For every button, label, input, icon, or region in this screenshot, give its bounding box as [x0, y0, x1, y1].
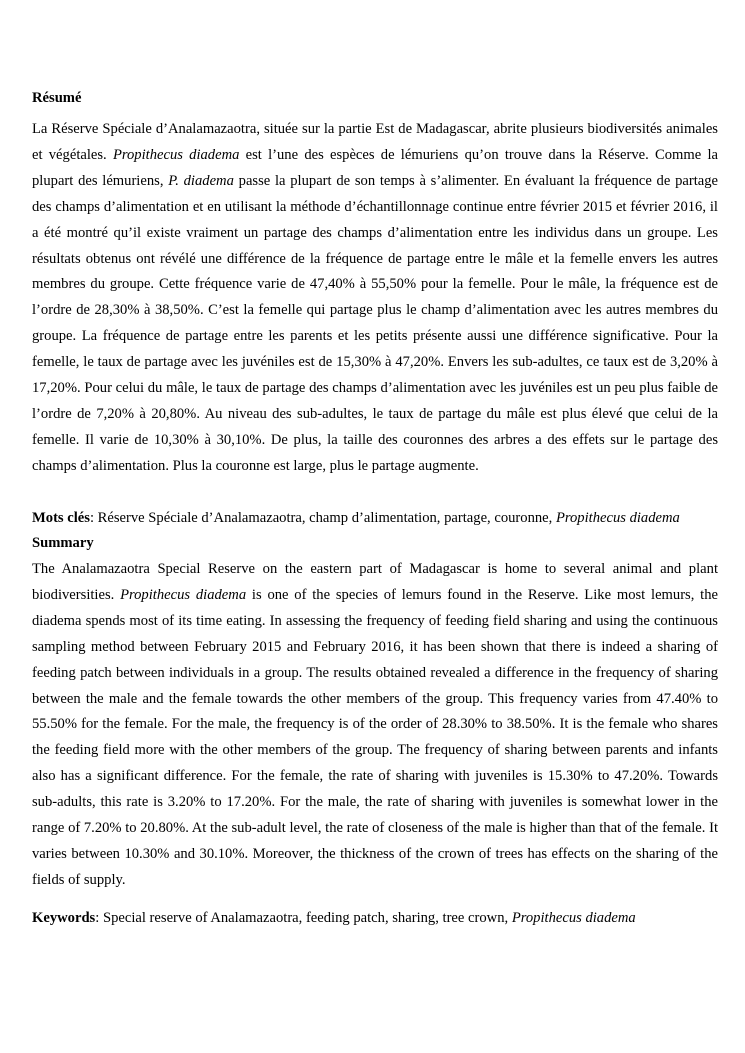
- resume-species-2: P. diadema: [168, 172, 234, 189]
- summary-text-2: is one of the species of lemurs found in the Reserve. Like most lemurs, the diadema spends most of its time eating. In assessing the frequency of feeding field sharing and using the continuous sampling method between February 2015 and February 2016, it has been shown that there is indeed a sharing of feeding patch between individuals in a group. The results obtained revealed a difference in the frequency of sharing between the male and the female towards the other members of the group. This frequency varies from 47.40% to 55.50% for the female. For the male, the frequency is of the order of 28.30% to 38.50%. It is the female who shares the feeding field more with the other members of the group. The frequency of sharing between parents and infants also has a significant difference. For the female, the rate of sharing with juveniles is 15.30% to 47.20%. Towards sub-adults, this rate is 3.20% to 17.20%. For the male, the rate of sharing with juveniles is somewhat lower in the range of 7.20% to 20.80%. At the sub-adult level, the rate of closeness of the male is higher than that of the female. It varies between 10.30% and 30.10%. Moreover, the thickness of the crown of trees has effects on the sharing of the fields of supply.: [32, 586, 718, 888]
- keywords-species: Propithecus diadema: [511, 910, 636, 926]
- resume-species-1: Propithecus diadema: [112, 146, 240, 163]
- resume-heading: Résumé: [32, 90, 82, 106]
- summary-heading: Summary: [32, 535, 94, 551]
- keywords-text: : Special reserve of Analamazaotra, feeding patch, sharing, tree crown,: [95, 910, 512, 926]
- mots-cles-label: Mots clés: [32, 510, 90, 526]
- resume-text-2: est l’une des espèces de lémuriens qu’on trouve dans la Réserve. Comme la plupart des lémuriens,: [32, 146, 718, 189]
- summary-species: Propithecus diadema: [120, 586, 247, 603]
- summary-paragraph: [32, 557, 718, 894]
- mots-cles-text: : Réserve Spéciale d’Analamazaotra, champ d’alimentation, partage, couronne,: [89, 510, 556, 526]
- mots-cles-species: Propithecus diadema: [555, 510, 680, 526]
- mots-cles-line: [32, 508, 732, 528]
- resume-paragraph: [32, 117, 718, 480]
- summary-text-1: The Analamazaotra Special Reserve on the eastern part of Madagascar is home to several animal and plant biodiversities.: [32, 561, 718, 603]
- keywords-line: [32, 908, 732, 928]
- resume-text-1: La Réserve Spéciale d’Analamazaotra, située sur la partie Est de Madagascar, abrite plusieurs biodiversités animales et végétales.: [32, 121, 718, 163]
- keywords-label: Keywords: [32, 910, 96, 926]
- resume-text-3: passe la plupart de son temps à s’alimenter. En évaluant la fréquence de partage des champs d’alimentation et en utilisant la méthode d’échantillonnage continue entre février 2015 et février 2016, il a été montré qu’il existe vraiment un partage des champs d’alimentation entre les individus dans un groupe. Les résultats obtenus ont révélé une différence de la fréquence de partage entre le mâle et la femelle envers les autres membres du groupe. Cette fréquence varie de 47,40% à 55,50% pour la femelle. Pour le mâle, la fréquence est de l’ordre de 28,30% à 38,50%. C’est la femelle qui partage plus le champ d’alimentation avec les autres membres du groupe. La fréquence de partage entre les parents et les petits présente aussi une différence significative. Pour la femelle, le taux de partage avec les juvéniles est de 15,30% à 47,20%. Envers les sub-adultes, ce taux est de 3,20% à 17,20%. Pour celui du mâle, le taux de partage des champs d’alimentation avec les juvéniles est un peu plus faible de l’ordre de 7,20% à 20,80%. Au niveau des sub-adultes, le taux de partage du mâle est plus élevé que celui de la femelle. Il varie de 10,30% à 30,10%. De plus, la taille des couronnes des arbres a des effets sur le partage des champs d’alimentation. Plus la couronne est large, plus le partage augmente.: [32, 172, 719, 474]
